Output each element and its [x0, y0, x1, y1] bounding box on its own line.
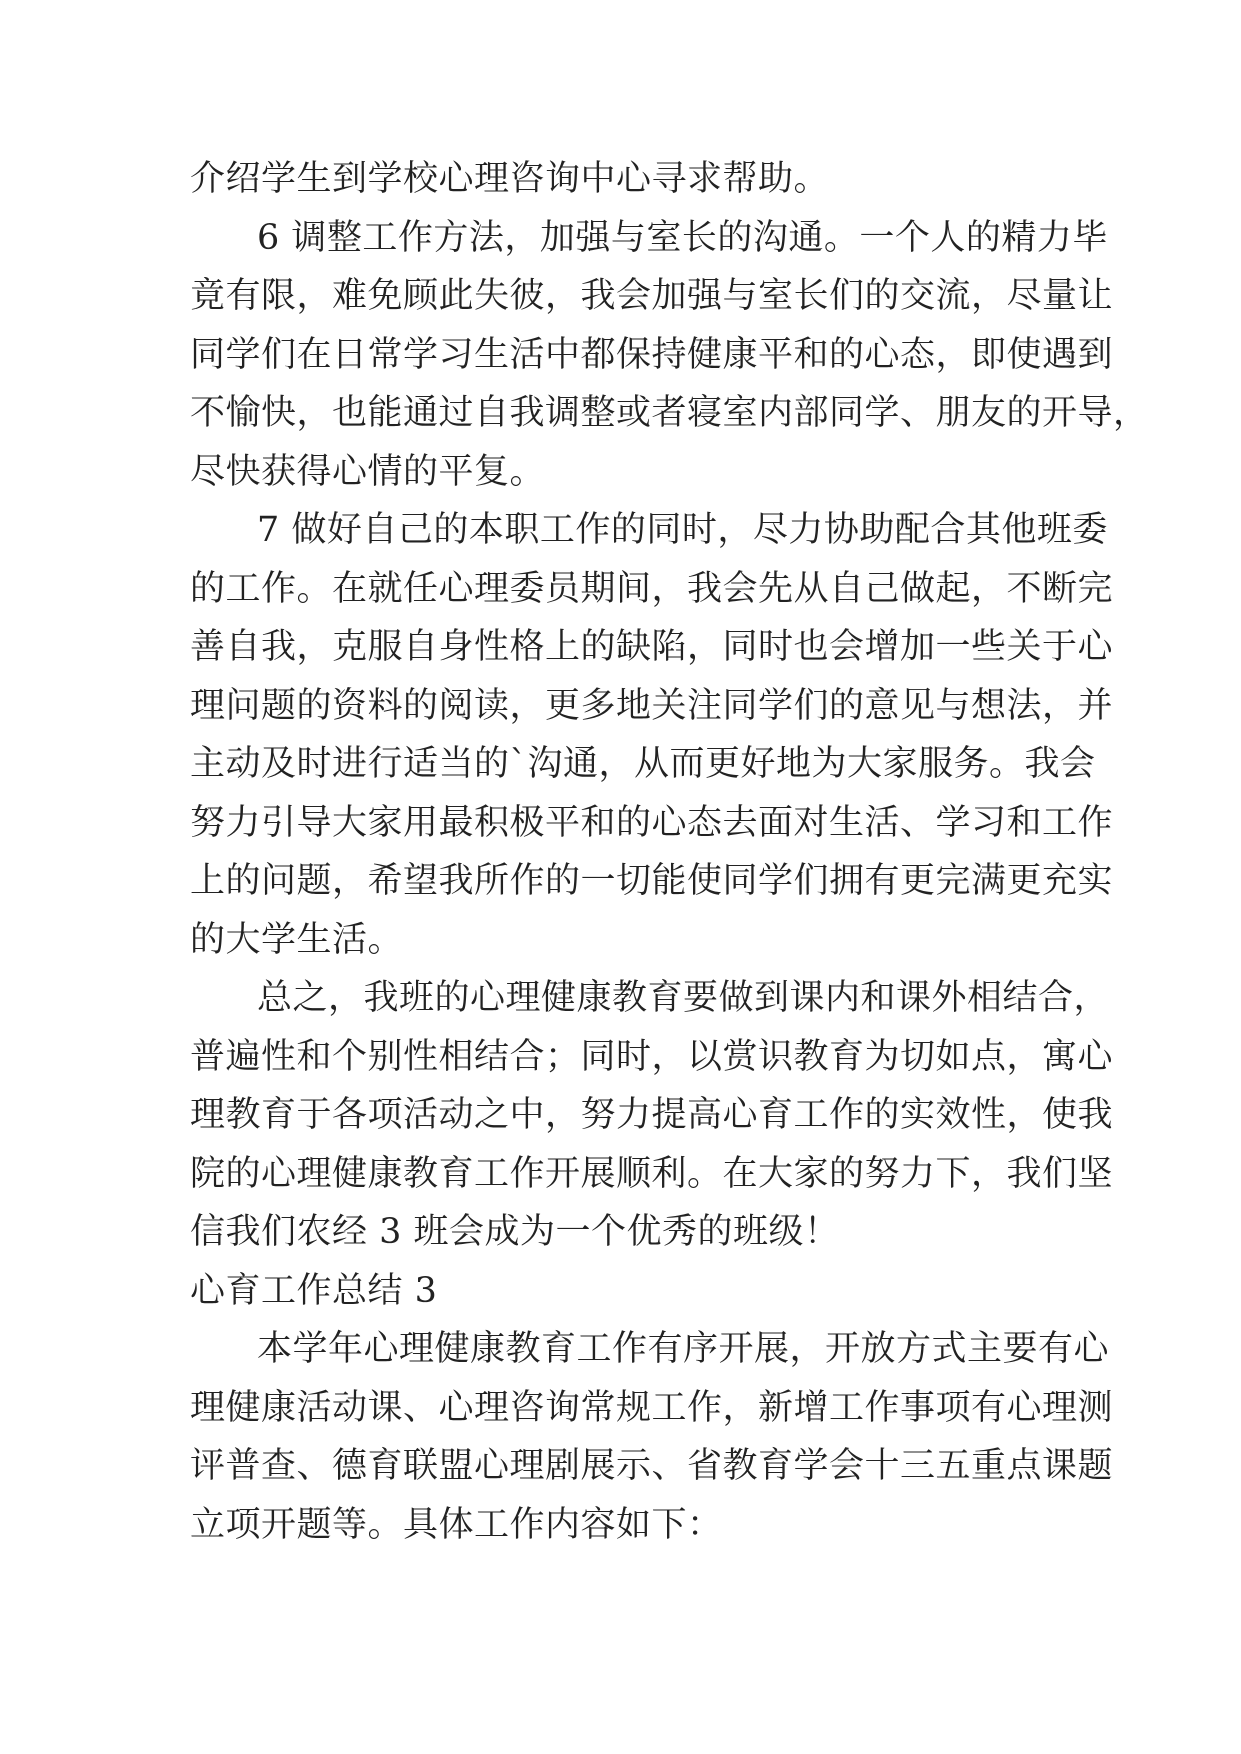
text-line: 努力引导大家用最积极平和的心态去面对生活、学习和工作	[190, 802, 1114, 843]
text-line: 竟有限，难免顾此失彼，我会加强与室长们的交流，尽量让	[190, 276, 1114, 316]
text-line: 理教育于各项活动之中，努力提高心育工作的实效性，使我	[190, 1095, 1114, 1135]
paragraph-summary-start: 总之，我班的心理健康教育要做到课内和课外相结合，	[257, 978, 1110, 1018]
text-line: 主动及时进行适当的`沟通，从而更好地为大家服务。我会	[190, 744, 1096, 784]
text-line: 立项开题等。具体工作内容如下：	[190, 1504, 723, 1545]
text-line: 同学们在日常学习生活中都保持健康平和的心态，即使遇到	[190, 334, 1114, 375]
document-body	[190, 150, 1149, 1554]
text-line: 信我们农经 3 班会成为一个优秀的班级！	[190, 1212, 840, 1252]
text-line: 普遍性和个别性相结合；同时，以赏识教育为切如点，寓心	[190, 1036, 1114, 1077]
text-line: 评普查、德育联盟心理剧展示、省教育学会十三五重点课题	[190, 1446, 1114, 1486]
paragraph-6-start: 6 调整工作方法，加强与室长的沟通。一个人的精力毕	[257, 217, 1108, 258]
text-line: 上的问题，希望我所作的一切能使同学们拥有更完满更充实	[190, 861, 1114, 901]
text-line: 尽快获得心情的平复。	[190, 451, 546, 492]
section-heading: 心育工作总结 3	[190, 1270, 438, 1311]
text-line: 的大学生活。	[190, 919, 404, 960]
text-line: 的工作。在就任心理委员期间，我会先从自己做起，不断完	[190, 568, 1114, 609]
paragraph-7-start: 7 做好自己的本职工作的同时，尽力协助配合其他班委	[257, 510, 1108, 550]
text-line: 理问题的资料的阅读，更多地关注同学们的意见与想法，并	[190, 685, 1114, 726]
text-line: 不愉快，也能通过自我调整或者寝室内部同学、朋友的开导，	[190, 393, 1149, 433]
text-line: 院的心理健康教育工作开展顺利。在大家的努力下，我们坚	[190, 1153, 1114, 1194]
paragraph-section3-start: 本学年心理健康教育工作有序开展，开放方式主要有心	[257, 1329, 1110, 1369]
text-line: 理健康活动课、心理咨询常规工作，新增工作事项有心理测	[190, 1387, 1114, 1428]
text-line: 善自我，克服自身性格上的缺陷，同时也会增加一些关于心	[190, 627, 1114, 667]
text-line: 介绍学生到学校心理咨询中心寻求帮助。	[190, 159, 830, 199]
